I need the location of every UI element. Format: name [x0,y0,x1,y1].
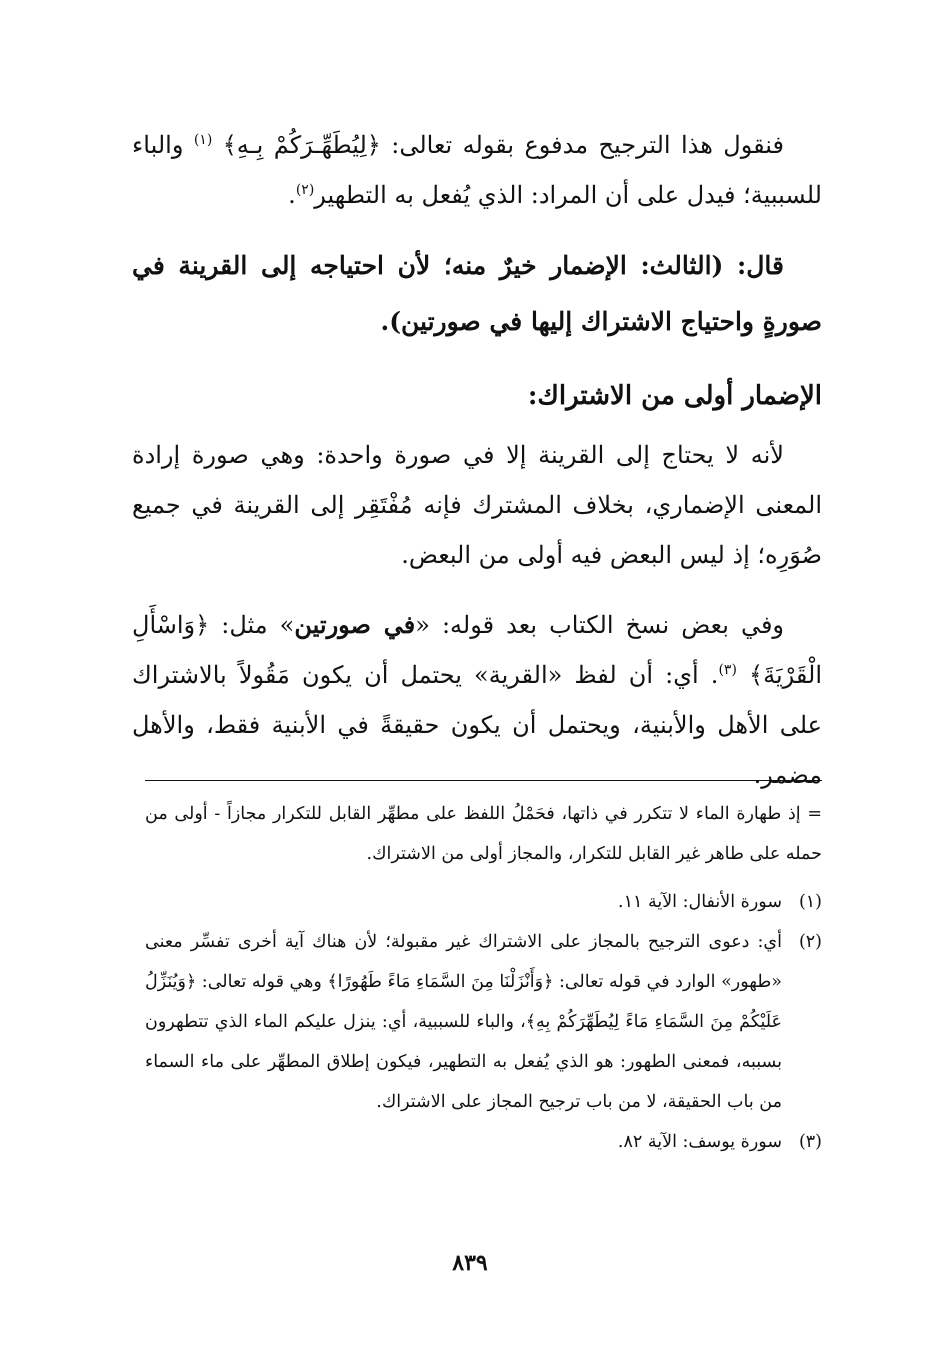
footnote-number: (٣) [798,1132,822,1152]
paragraph-2-quote: قال: (الثالث: الإضمار خيرٌ منه؛ لأن احتياجه إلى القرينة في صورةٍ واحتياج الاشتراك إليها في صورتين). [132,251,822,336]
footnote-continuation: = إذ طهارة الماء لا تتكرر في ذاتها، فحَمْلُ اللفظ على مطهِّر القابل للتكرار مجازاً - أولى من حمله على طاهر غير القابل للتكرار، والمجاز أولى من الاشتراك. [145,804,822,864]
footnote-ref-3[interactable]: (٣) [718,662,737,678]
footnote-item [145,1122,822,1162]
footnote-number: (١) [798,892,822,912]
footnote-separator [145,780,822,781]
footnote-text: سورة الأنفال: الآية ١١. [617,892,782,912]
paragraph-1-intro: فنقول هذا الترجيح مدفوع بقوله تعالى: [380,131,784,159]
quoted-phrase: في صورتين [294,610,416,639]
paragraph-4-end: . أي: أن لفظ «القرية» يحتمل أن يكون مَقُولاً بالاشتراك على الأهل والأبنية، ويحتمل أن يكون حقيقةً في الأبنية فقط، والأهل مضمر. [132,661,822,789]
paragraph-3: لأنه لا يحتاج إلى القرينة إلا في صورة واحدة: وهي صورة إرادة المعنى الإضماري، بخلاف المشترك فإنه مُفْتَقِر إلى القرينة في جميع صُوَرِه؛ إذ ليس البعض فيه أولى من البعض. [132,441,822,569]
paragraph-4 [132,600,822,800]
paragraph-4-intro: وفي بعض نسخ الكتاب بعد قوله: « [415,611,785,639]
footnote-text: أي: دعوى الترجيح بالمجاز على الاشتراك غير مقبولة؛ لأن هناك آية أخرى تفسِّر معنى «طهور» الوارد في قوله تعالى: ﴿وَأَنْزَلْنَا مِنَ السَّمَاءِ مَاءً طَهُورًا﴾ وهي قوله تعالى: ﴿وَيُنَزِّلُ عَلَيْكُمْ مِنَ السَّمَاءِ مَاءً لِيُطَهِّرَكُمْ بِهِ﴾، والباء للسببية، أي: ينزل عليكم الماء الذي تتطهرون بسببه، فمعنى الطهور: هو الذي يُفعل به التطهير، فيكون إطلاق المطهِّر على ماء السماء من باب الحقيقة، لا من باب ترجيح المجاز على الاشتراك. [145,932,782,1112]
paragraph-1-middle: والباء للسببية؛ فيدل على أن المراد: الذي يُفعل به التطهير [132,131,822,209]
footnote-item [145,882,822,922]
footnote-item [145,922,822,1122]
footnote-ref-2[interactable]: (٢) [295,182,315,198]
paragraph-4-middle: » مثل: [209,611,295,639]
footnote-ref-1[interactable]: (١) [193,132,213,148]
paragraph-1-end: . [288,181,296,209]
paragraph-1 [132,120,822,220]
footnote-number: (٢) [798,932,822,952]
footnote-text: سورة يوسف: الآية ٨٢. [617,1132,782,1152]
quran-verse-1: ﴿لِيُطَهِّـرَكُمْ بِـهِ﴾ [222,131,381,159]
page-number: ٨٣٩ [452,1250,488,1276]
quran-verse-2: ﴿وَاسْأَلِ الْقَرْيَةَ﴾ [132,611,822,689]
section-heading: الإضمار أولى من الاشتراك: [527,381,822,411]
footnotes-section [145,794,822,1162]
